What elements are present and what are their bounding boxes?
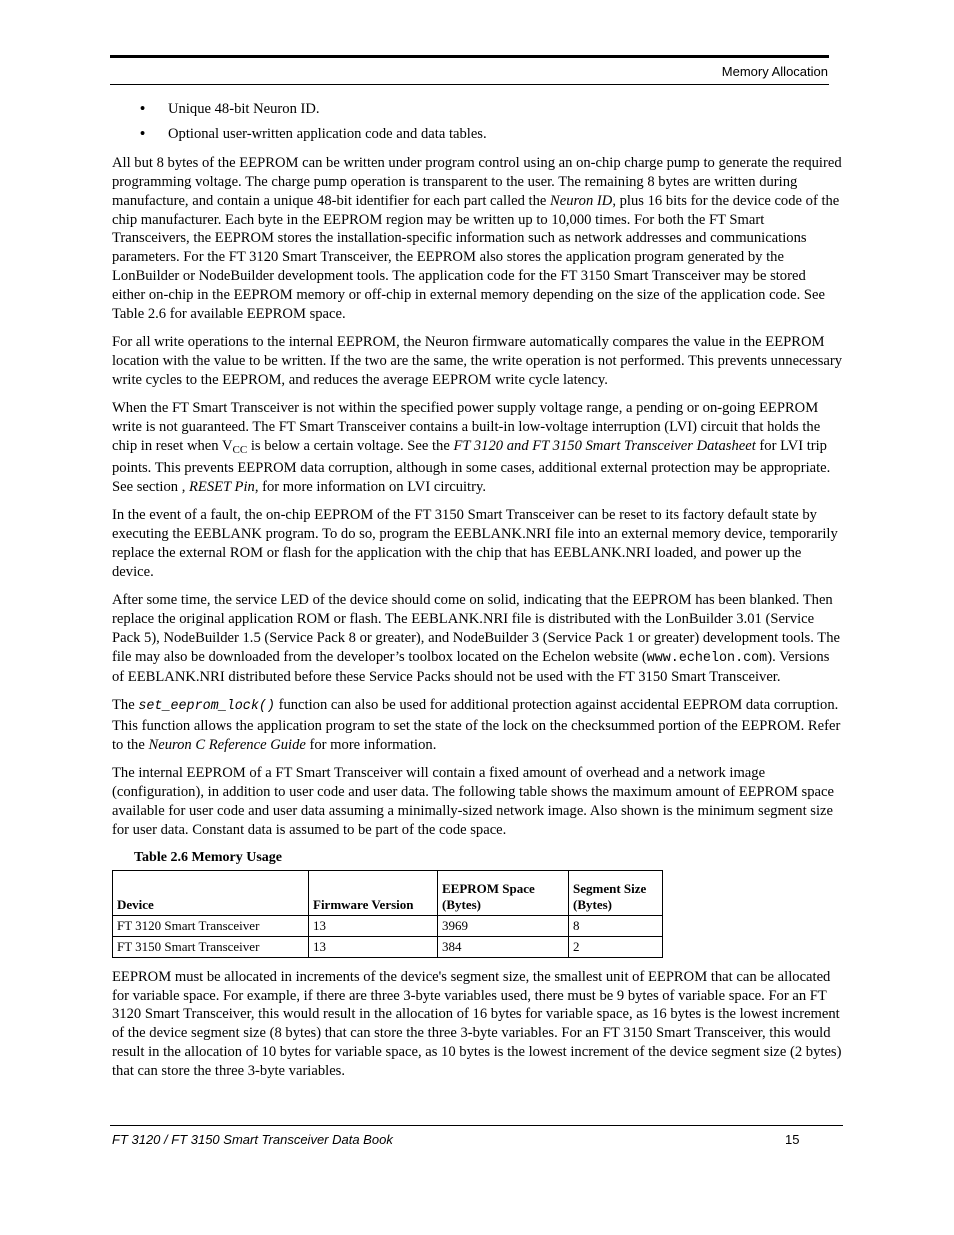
table-row	[113, 915, 663, 936]
paragraph-internal-eeprom: The internal EEPROM of a FT Smart Transceiver will contain a fixed amount of overhead and a network image (configuration), in addition to user code and user data. The following table shows the maximum amount of EEPROM space available for user code and user data assuming a minimally-sized network image. Also shown is the minimum segment size for user data. Constant data is assumed to be part of the code space.	[112, 765, 834, 838]
list-item: • Optional user-written application code and data tables.	[140, 125, 487, 142]
page-number: 15	[785, 1132, 800, 1147]
page-body	[112, 100, 842, 1090]
table-cell: 8	[569, 915, 663, 936]
table-cell: 13	[309, 936, 438, 957]
table-cell: FT 3150 Smart Transceiver	[113, 936, 309, 957]
paragraph-eeprom-lock: The set_eeprom_lock() function can also be used for additional protection against accidental EEPROM data corruption. This function allows the application program to set the state of the lock on the checksummed portion of the EEPROM. Refer to the Neuron C Reference Guide for more information.	[112, 697, 841, 754]
column-header-firmware: Firmware Version	[309, 870, 438, 915]
footer-rule	[110, 1125, 843, 1126]
column-header-device: Device	[113, 870, 309, 915]
table-row	[113, 936, 663, 957]
table-cell: 2	[569, 936, 663, 957]
paragraph-segment-allocation: EEPROM must be allocated in increments of the device's segment size, the smallest unit of EEPROM that can be allocated for variable space. For example, if there are three 3-byte variables used, there must be 9 bytes of variable space. For an FT 3120 Smart Transceiver, this would result in the allocation of 16 bytes for variable space, as 16 bytes is the lowest increment of the device segment size (8 bytes) that can store the three 3-byte variables. For an FT 3150 Smart Transceiver, this would result in the allocation of 10 bytes for variable space, as 10 bytes is the lowest increment of the device segment size (2 bytes) that can store the three 3-byte variables.	[112, 968, 842, 1080]
table-cell: 384	[438, 936, 569, 957]
paragraph-eeprom-overview: All but 8 bytes of the EEPROM can be written under program control using an on-chip charge pump to generate the required programming voltage. The charge pump operation is transparent to the user. The remaining 8 bytes are written during manufacture, and contain a unique 48-bit identifier for each part called the Neuron ID, plus 16 bits for the device code of the chip manufacturer. Each byte in the EEPROM region may be written up to 10,000 times. For both the FT Smart Transceivers, the EEPROM stores the installation-specific information such as network addresses and communications parameters. For the FT 3120 Smart Transceiver, the EEPROM also stores the application program generated by the LonBuilder or NodeBuilder development tools. The application code for the FT 3150 Smart Transceiver may be stored either on-chip in the EEPROM memory or off-chip in external memory depending on the size of the application code. See Table 2.6 for available EEPROM space.	[112, 154, 842, 323]
table-cell: 3969	[438, 915, 569, 936]
bullet-icon: •	[140, 101, 146, 117]
bullet-icon: •	[140, 125, 146, 142]
running-header-title: Memory Allocation	[721, 64, 828, 79]
header-bottom-rule	[110, 84, 829, 85]
function-name: set_eeprom_lock()	[138, 699, 275, 715]
paragraph-lvi: When the FT Smart Transceiver is not within the specified power supply voltage range, a pending or on-going EEPROM write is not guaranteed. The FT Smart Transceiver contains a built-in low-voltage interruption (LVI) circuit that holds the chip in reset when $V_{CC}$ is below a certain voltage. See the FT 3120 and FT 3150 Smart Transceiver Datasheet for LVI trip points. This prevents EEPROM data corruption, although in some cases, additional external protection may be appropriate. See section , RESET Pin, for more information on LVI circuitry.	[112, 399, 831, 496]
paragraph-write-operations: For all write operations to the internal EEPROM, the Neuron firmware automatically compares the value in the EEPROM location with the value to be written. If the two are the same, the write operation is not performed. This prevents unnecessary write cycles to the EEPROM, and reduces the average EEPROM write cycle latency.	[112, 333, 843, 388]
list-item: • Unique 48-bit Neuron ID.	[140, 101, 320, 117]
memory-usage-table	[112, 870, 663, 958]
reset-pin-reference: RESET Pin	[189, 479, 255, 496]
datasheet-reference: FT 3120 and FT 3150 Smart Transceiver Datasheet	[453, 437, 756, 454]
footer-book-title: FT 3120 / FT 3150 Smart Transceiver Data Book	[112, 1132, 393, 1147]
table-header-row	[113, 870, 663, 915]
term-neuron-id: Neuron ID	[550, 192, 613, 209]
header-top-rule	[110, 55, 829, 58]
table-cell: 13	[309, 915, 438, 936]
table-cell: FT 3120 Smart Transceiver	[113, 915, 309, 936]
website-url: www.echelon.com	[646, 650, 768, 666]
column-header-eeprom-space: EEPROM Space (Bytes)	[438, 870, 569, 915]
paragraph-eeblank-distribution: After some time, the service LED of the device should come on solid, indicating that the EEPROM has been blanked. Then replace the original application ROM or flash. The EEBLANK.NRI file is distributed with the LonBuilder 3.01 (Service Pack 5), NodeBuilder 1.5 (Service Pack 8 or greater), and NodeBuilder 3 (Service Pack 1 or greater) development tools. The file may also be downloaded from the developer’s toolbox located on the Echelon website (www.echelon.com). Versions of EEBLANK.NRI distributed before these Service Packs should not be used with the FT 3150 Smart Transceiver.	[112, 591, 840, 686]
table-caption: Table 2.6 Memory Usage	[134, 849, 283, 865]
paragraph-fault-reset: In the event of a fault, the on-chip EEPROM of the FT 3150 Smart Transceiver can be reset to its factory default state by executing the EEBLANK program. To do so, program the EEBLANK.NRI file into an external memory device, temporarily replace the external ROM or flash for the application with the chip that has EEBLANK.NRI loaded, and power up the device.	[112, 507, 838, 580]
column-header-segment-size: Segment Size (Bytes)	[569, 870, 663, 915]
bullet-list	[112, 100, 842, 144]
guide-reference: Neuron C Reference Guide	[148, 737, 306, 754]
